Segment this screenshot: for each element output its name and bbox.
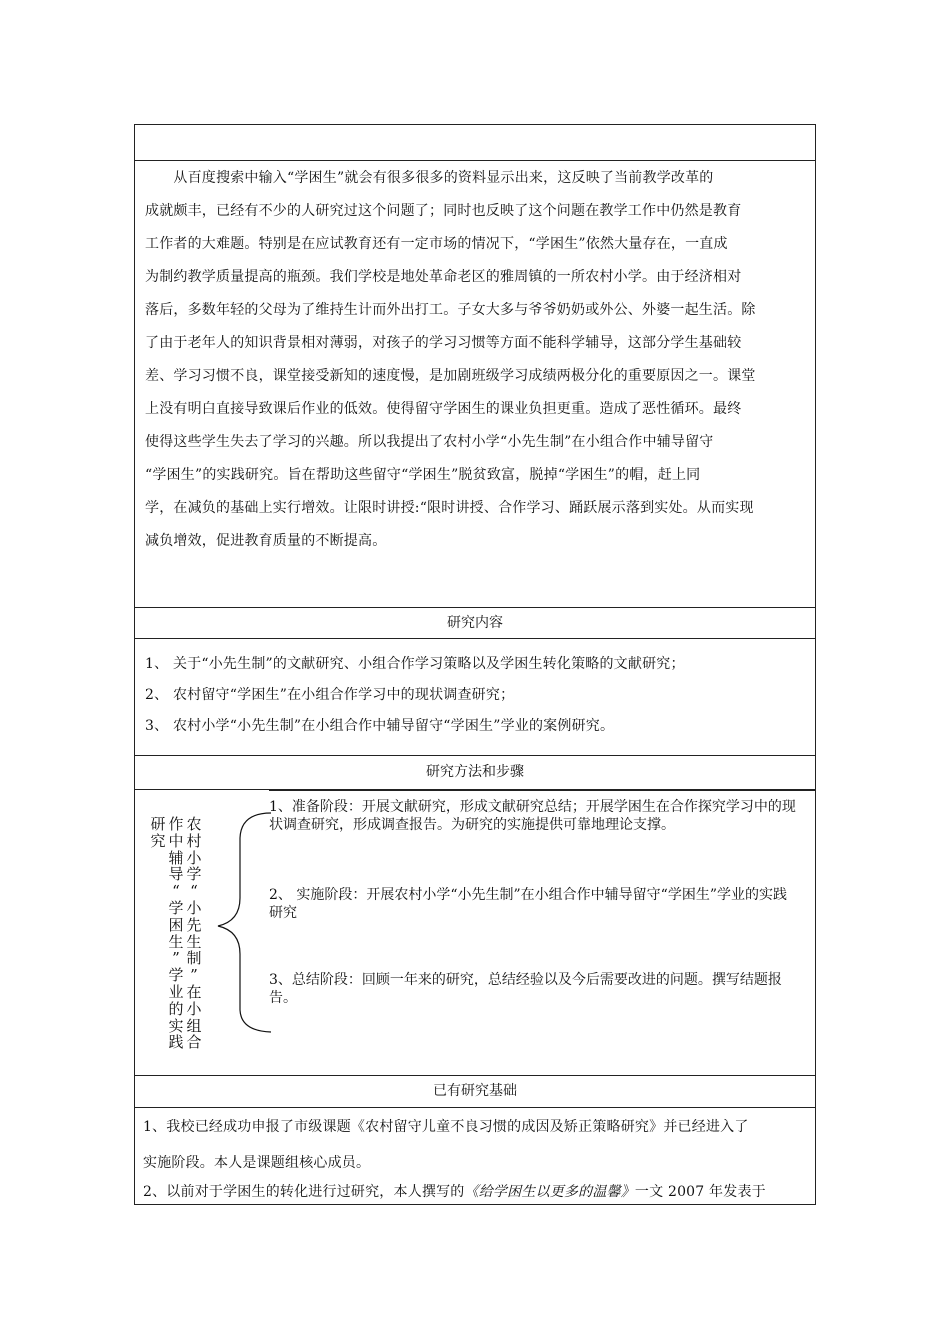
section-heading-method: 研究方法和步骤: [135, 756, 815, 790]
intro-line: 工作者的大难题。特别是在应试教育还有一定市场的情况下，“学困生”依然大量存在，一直成: [145, 236, 728, 252]
vertical-title-char: 学: [186, 865, 202, 884]
brace-icon: [213, 810, 273, 1035]
vertical-title-char: 组: [186, 1016, 202, 1035]
intro-line: “学困生”的实践研究。旨在帮助这些留守“学困生”脱贫致富，脱掉“学困生”的帽，赶上同: [145, 467, 701, 483]
application-form-table: [134, 124, 816, 1205]
content-list: [135, 639, 815, 756]
intro-line: 成就颇丰，已经有不少的人研究过这个问题了；同时也反映了这个问题在教学工作中仍然是教育: [145, 203, 742, 219]
vertical-title-char: 小: [186, 848, 202, 867]
intro-line: 落后，多数年轻的父母为了维持生计而外出打工。子女大多与爷爷奶奶或外公、外婆一起生活。除: [145, 302, 756, 318]
vertical-title-char: 实: [168, 1016, 184, 1035]
vertical-title-char: “: [190, 882, 198, 901]
project-title: 《农村留守儿童不良习惯的成因及矫正策略研究》: [350, 1119, 664, 1135]
vertical-title-char: 践: [168, 1033, 184, 1052]
vertical-title-char: 中: [168, 831, 184, 850]
vertical-title-char: 合: [186, 1033, 202, 1052]
basis-text: 一文 2007 年发表于: [634, 1184, 766, 1200]
vertical-title-col2: [167, 816, 185, 1051]
vertical-title-char: 小: [186, 999, 202, 1018]
vertical-title-char: 困: [168, 915, 184, 934]
basis-text: 2、以前对于学困生的转化进行过研究，本人撰写的: [143, 1184, 465, 1200]
vertical-title-char: 制: [186, 949, 202, 968]
stage-prepare: 1、准备阶段：开展文献研究，形成文献研究总结；开展学困生在合作探究学习中的现状调查研究，形成调查报告。为研究的实施提供可靠地理论支撑。: [269, 799, 796, 833]
intro-line: 上没有明白直接导致课后作业的低效。使得留守学困生的课业负担更重。造成了恶性循环。最终: [145, 401, 742, 417]
intro-paragraph: [135, 161, 815, 608]
vertical-title-char: ”: [190, 966, 198, 985]
diagram-rule: [269, 790, 815, 791]
section-heading-content: 研究内容: [135, 608, 815, 639]
basis-text: 并已经进入了: [663, 1119, 749, 1135]
vertical-title-char: 学: [168, 966, 184, 985]
basis-paragraph: [135, 1108, 815, 1204]
vertical-title-char: 研: [150, 815, 166, 833]
vertical-title-char: 业: [168, 982, 184, 1001]
intro-line: 使得这些学生失去了学习的兴趣。所以我提出了农村小学“小先生制”在小组合作中辅导留守: [145, 434, 714, 450]
intro-line: 从百度搜索中输入“学困生”就会有很多很多的资料显示出来，这反映了当前教学改革的: [145, 170, 714, 186]
intro-line: 学，在减负的基础上实行增效。让限时讲授:“限时讲授、合作学习、踊跃展示落到实处。从而实现: [145, 500, 754, 516]
vertical-title-char: 先: [186, 915, 202, 934]
article-title: 《给学困生以更多的温馨》: [464, 1184, 635, 1200]
intro-line: 了由于老年人的知识背景相对薄弱，对孩子的学习习惯等方面不能科学辅导，这部分学生基础较: [145, 335, 742, 351]
basis-line: [143, 1180, 807, 1204]
stage-summarize: 3、总结阶段：回顾一年来的研究，总结经验以及今后需要改进的问题。撰写结题报告。: [269, 972, 782, 1006]
section-heading-basis: 已有研究基础: [135, 1076, 815, 1108]
content-item: 3、 农村小学“小先生制”在小组合作中辅导留守“学困生”学业的案例研究。: [145, 718, 615, 734]
vertical-title-char: 究: [150, 831, 166, 850]
vertical-title-char: 学: [168, 898, 184, 917]
intro-line: 减负增效，促进教育质量的不断提高。: [145, 533, 387, 549]
basis-line: 实施阶段。本人是课题组核心成员。: [143, 1155, 371, 1171]
vertical-title-char: 作: [168, 815, 184, 833]
blank-header-row: [135, 125, 815, 161]
basis-line: [143, 1108, 807, 1146]
vertical-title-char: ”: [172, 949, 180, 968]
vertical-title-char: 辅: [168, 848, 184, 867]
vertical-title-char: 农: [186, 815, 202, 833]
vertical-title-col3: [149, 816, 167, 850]
method-diagram-cell: [135, 790, 815, 1076]
vertical-title-char: 生: [186, 932, 202, 951]
vertical-title-col1: [185, 816, 203, 1051]
stage-implement: 2、 实施阶段：开展农村小学“小先生制”在小组合作中辅导留守“学困生”学业的实践研究: [269, 887, 787, 921]
vertical-title-char: 村: [186, 831, 202, 850]
vertical-title-char: 在: [186, 982, 202, 1001]
basis-text: 1、我校已经成功申报了市级课题: [143, 1119, 351, 1135]
intro-line: 为制约教学质量提高的瓶颈。我们学校是地处革命老区的雅周镇的一所农村小学。由于经济相对: [145, 269, 742, 285]
vertical-title-char: 小: [186, 898, 202, 917]
content-item: 1、 关于“小先生制”的文献研究、小组合作学习策略以及学困生转化策略的文献研究；: [145, 656, 685, 672]
vertical-title-char: 的: [168, 999, 184, 1018]
vertical-title-char: 生: [168, 932, 184, 951]
content-item: 2、 农村留守“学困生”在小组合作学习中的现状调查研究；: [145, 687, 515, 703]
vertical-title-char: “: [172, 882, 180, 901]
vertical-title-char: 导: [168, 865, 184, 884]
intro-line: 差、学习习惯不良，课堂接受新知的速度慢，是加剧班级学习成绩两极分化的重要原因之一。课堂: [145, 368, 756, 384]
